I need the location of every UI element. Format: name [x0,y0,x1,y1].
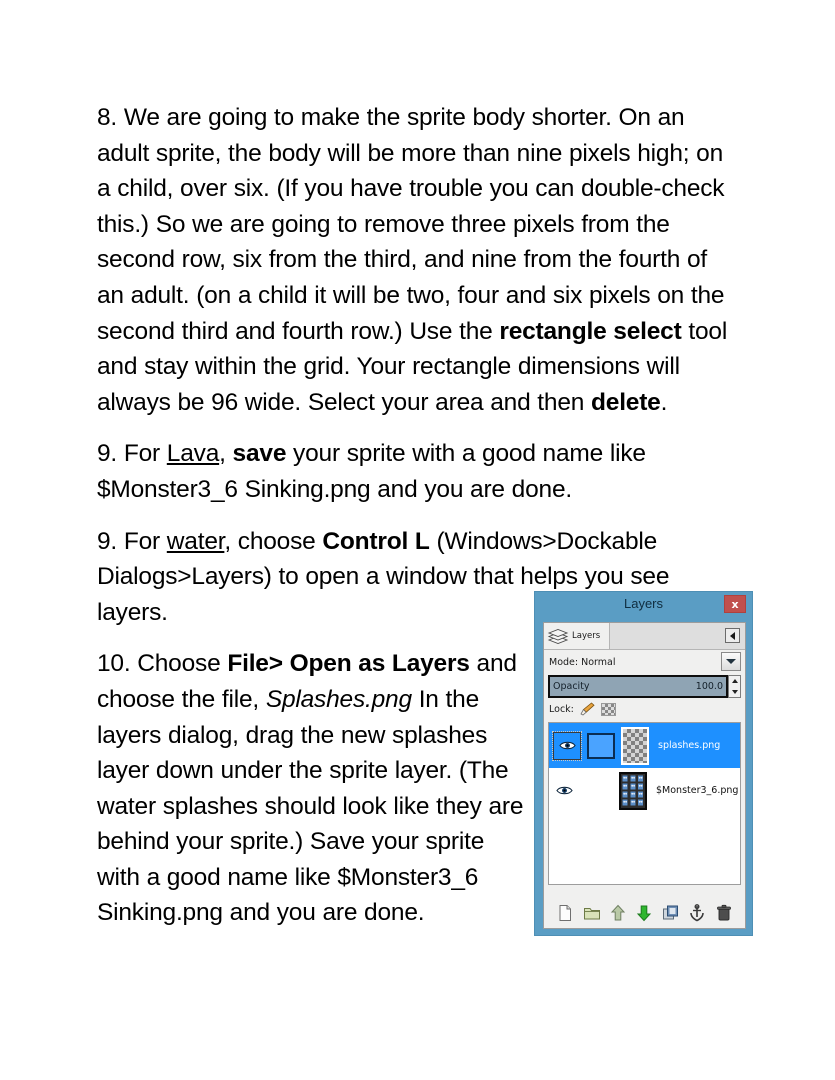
opacity-value: 100.0 [695,681,723,692]
layer-thumbnail [621,727,649,765]
paintbrush-icon[interactable] [580,702,595,716]
run-underline-water: water [166,527,225,555]
sprite-grid-icon [621,774,645,808]
eye-icon [556,785,573,796]
chevron-down-icon [726,659,736,664]
eye-icon [559,740,576,751]
run-bold-delete: delete [591,388,661,416]
run-text: 10. Choose [97,650,228,678]
run-underline-lava: Lava [166,440,220,468]
paragraph-step-10 [97,646,527,931]
delete-layer-icon[interactable] [715,904,733,922]
close-icon[interactable]: x [724,595,746,613]
anchor-layer-icon[interactable] [688,904,706,922]
stepper-down-icon [732,690,738,694]
duplicate-layer-icon[interactable] [662,904,680,922]
run-text: tool and stay within the grid. Your rectangle dimensions will always be 96 wide. Select your area and then [97,317,728,416]
lock-label: Lock: [549,703,574,715]
opacity-stepper[interactable] [728,675,741,698]
raise-layer-icon[interactable] [609,904,627,922]
layer-visibility-toggle[interactable] [553,732,581,760]
opacity-label: Opacity [553,681,590,692]
lock-row [544,698,745,720]
mode-label: Mode: Normal [549,656,616,668]
run-text: (Windows>Dockable Dialogs>Layers) to open a window that helps you see layers. [97,527,670,626]
run-text: 8. We are going to make the sprite body shorter. On an adult sprite, the body will be more than nine pixels high; on a child, over six. (If you have trouble you can double-check this.) So we are going to remove three pixels from the second row, six from the third, and nine from the fourth of an adult. (on a child it will be two, four and six pixels on the second third and fourth row.) Use the [97,104,725,345]
run-bold-file-open-as-layers: File> Open as Layers [227,650,470,678]
opacity-slider[interactable] [548,675,728,698]
opacity-row [548,675,741,698]
run-bold-save: save [232,440,287,468]
paragraph-step-9-lava [97,436,737,507]
dialog-titlebar [535,592,752,620]
paragraph-step-8 [97,100,737,420]
gimp-layers-dialog [534,591,753,936]
run-text: and choose the file, [97,650,517,713]
run-text: 9. For [97,527,167,555]
lower-layer-icon[interactable] [635,904,653,922]
layer-name: splashes.png [658,740,721,751]
mode-dropdown-button[interactable] [721,652,741,671]
alpha-checker-icon[interactable] [601,703,616,716]
new-layer-icon[interactable] [556,904,574,922]
layers-toolbar [548,901,741,925]
layer-stack-icon [547,628,569,645]
tab-layers-label: Layers [572,631,601,641]
table-row[interactable] [549,768,740,813]
run-text: , [219,440,233,468]
run-text: . [660,388,668,416]
run-bold-rectangle-select: rectangle select [499,317,682,345]
dock-tabstrip [544,623,745,650]
stepper-up-icon [732,679,738,683]
dialog-content [543,622,746,929]
run-text: 9. For [97,440,167,468]
run-bold-control-l: Control L [322,527,430,555]
run-text: your sprite with a good name like $Monster3_6 Sinking.png and you are done. [97,440,646,503]
mode-row [544,650,745,674]
run-italic-splashes-png: Splashes.png [265,685,412,713]
layer-name: $Monster3_6.png [656,785,739,796]
tab-layers[interactable] [544,623,610,649]
layer-thumbnail [619,772,647,810]
dialog-title: Layers [623,596,664,611]
run-text: In the layers dialog, drag the new splashes layer down under the sprite layer. (The water splashes should look like they are behind your sprite.) Save your sprite with a good name like $Monster3_6 Sinking.png and you are done. [97,685,524,927]
tab-menu-arrow-icon[interactable] [725,628,740,643]
table-row[interactable] [549,723,740,768]
run-text: , choose [224,527,323,555]
new-layer-group-icon[interactable] [583,904,601,922]
layer-visibility-toggle[interactable] [549,785,579,796]
layer-list[interactable] [548,722,741,885]
layer-link-toggle[interactable] [587,733,615,759]
